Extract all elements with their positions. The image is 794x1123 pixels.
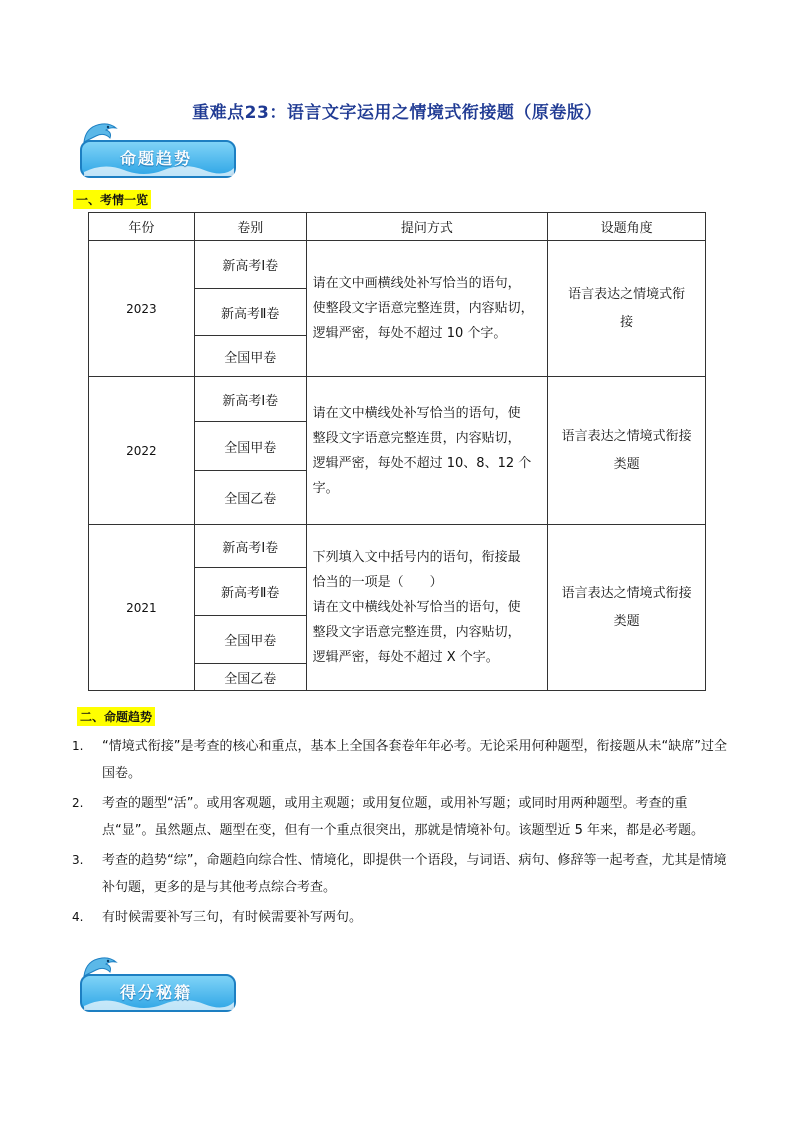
table-row xyxy=(89,525,706,691)
item-number: 2. xyxy=(72,796,84,810)
table-row xyxy=(89,377,706,525)
dolphin-icon xyxy=(80,118,120,148)
paper-item: 全国甲卷 xyxy=(195,422,306,471)
item-text: 有时候需要补写三句，有时候需要补写两句。 xyxy=(102,910,363,925)
page-title: 重难点23：语言文字运用之情境式衔接题（原卷版） xyxy=(192,103,602,123)
paper-cell xyxy=(194,241,306,377)
year-cell: 2021 xyxy=(89,525,195,691)
paper-item: 新高考Ⅰ卷 xyxy=(195,241,306,289)
question-cell xyxy=(306,241,548,377)
question-line: 请在文中横线处补写恰当的语句，使 xyxy=(312,600,521,615)
list-item xyxy=(72,733,732,787)
header-year: 年份 xyxy=(89,213,195,241)
trend-list xyxy=(72,733,732,934)
question-line: 请在文中横线处补写恰当的语句，使 xyxy=(312,405,521,421)
section-heading-trends: 二、命题趋势 xyxy=(77,707,155,726)
exam-overview-table xyxy=(88,212,706,691)
question-line: 整段文字语意完整连贯，内容贴切， xyxy=(312,625,521,640)
angle-cell xyxy=(548,241,706,377)
section-banner-tips xyxy=(80,966,238,1012)
year-cell: 2023 xyxy=(89,241,195,377)
paper-item: 新高考Ⅰ卷 xyxy=(195,377,306,422)
item-text: “情境式衔接”是考查的核心和重点，基本上全国各套卷年年必考。无论采用何种题型，衔接题从未“缺席”过全国卷。 xyxy=(102,739,727,781)
paper-list xyxy=(195,241,306,376)
banner-label: 命题趋势 xyxy=(120,149,193,168)
paper-item: 新高考Ⅰ卷 xyxy=(195,525,306,568)
angle-line: 语言表达之情境式衔 xyxy=(568,286,686,302)
banner-label: 得分秘籍 xyxy=(120,983,193,1002)
question-line: 使整段文字语意完整连贯，内容贴切， xyxy=(312,301,534,316)
angle-line: 语言表达之情境式衔接 xyxy=(561,585,692,601)
paper-cell xyxy=(194,525,306,691)
header-question: 提问方式 xyxy=(306,213,548,241)
list-item xyxy=(72,904,732,931)
section-heading-overview: 一、考情一览 xyxy=(73,190,151,209)
paper-list xyxy=(195,525,306,690)
angle-line: 语言表达之情境式衔接 xyxy=(561,428,692,444)
question-line: 下列填入文中括号内的语句，衔接最 xyxy=(312,550,521,565)
paper-item: 新高考Ⅱ卷 xyxy=(195,568,306,616)
question-cell xyxy=(306,525,548,691)
angle-line: 类题 xyxy=(613,456,640,472)
question-line: 恰当的一项是（ ） xyxy=(312,575,443,590)
question-line: 整段文字语意完整连贯，内容贴切， xyxy=(312,430,521,446)
header-angle: 设题角度 xyxy=(548,213,706,241)
angle-line: 类题 xyxy=(613,613,640,629)
item-number: 4. xyxy=(72,910,84,924)
dolphin-icon xyxy=(80,952,120,982)
question-line: 逻辑严密，每处不超过 10、8、12 个 xyxy=(312,455,532,471)
question-line: 逻辑严密，每处不超过 10 个字。 xyxy=(312,326,507,341)
item-number: 1. xyxy=(72,739,84,753)
angle-line: 接 xyxy=(620,314,634,330)
paper-item: 新高考Ⅱ卷 xyxy=(195,289,306,336)
angle-cell xyxy=(548,377,706,525)
section-banner-trend xyxy=(80,132,238,178)
question-line: 请在文中画横线处补写恰当的语句， xyxy=(312,276,521,291)
question-cell xyxy=(306,377,548,525)
table-header-row xyxy=(89,213,706,241)
table-row xyxy=(89,241,706,377)
paper-list xyxy=(195,377,306,524)
item-number: 3. xyxy=(72,853,84,867)
list-item xyxy=(72,847,732,901)
question-line: 逻辑严密，每处不超过 X 个字。 xyxy=(312,650,499,665)
paper-item: 全国乙卷 xyxy=(224,671,277,687)
question-line: 字。 xyxy=(312,480,339,496)
year-cell: 2022 xyxy=(89,377,195,525)
item-text: 考查的题型“活”。或用客观题，或用主观题；或用复位题，或用补写题；或同时用两种题型。考查的重点“显”。虽然题点、题型在变，但有一个重点很突出，那就是情境补句。该题型近 5 年来，都是必考题。 xyxy=(102,796,705,838)
angle-cell xyxy=(548,525,706,691)
list-item xyxy=(72,790,732,844)
item-text: 考查的趋势“综”，命题趋向综合性、情境化，即提供一个语段，与词语、病句、修辞等一起考查，尤其是情境补句题，更多的是与其他考点综合考查。 xyxy=(102,853,727,895)
header-paper: 卷别 xyxy=(194,213,306,241)
paper-cell xyxy=(194,377,306,525)
paper-item: 全国乙卷 xyxy=(224,492,277,507)
paper-item: 全国甲卷 xyxy=(195,616,306,664)
paper-item: 全国甲卷 xyxy=(224,350,277,366)
